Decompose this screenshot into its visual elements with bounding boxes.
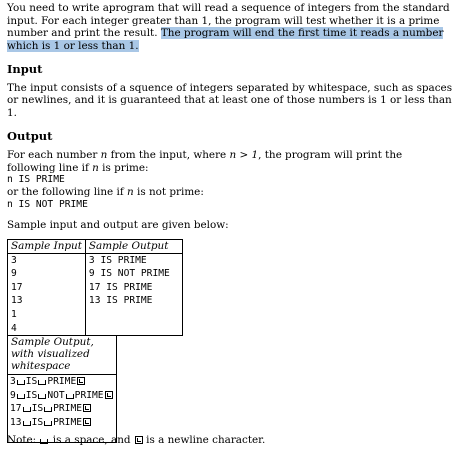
space-symbol-icon <box>17 380 25 385</box>
sample-input-cell <box>8 240 86 336</box>
output-heading: Output <box>7 128 53 143</box>
output-description: For each number n from the input, where n > 1, the program will print the following line if n is prime: <box>7 148 403 174</box>
problem-statement <box>7 2 453 443</box>
intro-paragraph <box>7 2 453 53</box>
legend-note: Note: is a space, and is a newline character. <box>7 434 266 446</box>
input-description: The input consists of a squence of integers separated by whitespace, such as spaces or newlines, and it is guaranteed that at least one of those numbers is 1 or less than 1. <box>7 81 453 120</box>
space-symbol-icon <box>23 407 31 412</box>
newline-symbol-icon <box>83 418 91 426</box>
newline-symbol-icon <box>135 436 143 444</box>
space-symbol-icon <box>40 439 48 444</box>
sample-input-header: Sample Input <box>8 240 85 254</box>
sample-input-line: 3 <box>11 254 17 266</box>
prime-format-line: n IS PRIME <box>7 174 65 186</box>
sample-input-line: 4 <box>11 322 17 334</box>
visualized-output-header: Sample Output, with visualized whitespace <box>8 336 116 375</box>
visualized-output-lines <box>8 375 116 429</box>
newline-symbol-icon <box>77 377 85 385</box>
sample-table <box>7 239 183 336</box>
newline-symbol-icon <box>83 404 91 412</box>
space-symbol-icon <box>44 421 52 426</box>
sample-input-lines <box>8 254 85 336</box>
intro-text: You need to write aprogram that will read a sequence of integers from the standard input. For each integer greater than 1, the program will test whether it is a prime number and print the result. <box>7 2 450 40</box>
sample-input-line: 1 <box>11 309 17 321</box>
space-symbol-icon <box>44 407 52 412</box>
space-symbol-icon <box>17 394 25 399</box>
samples-intro: Sample input and output are given below: <box>7 219 229 232</box>
or-description: or the following line if n is not prime: <box>7 185 204 198</box>
sample-input-line: 13 <box>11 295 23 307</box>
input-heading: Input <box>7 61 43 76</box>
sample-output-cell <box>85 240 182 336</box>
space-symbol-icon <box>38 394 46 399</box>
sample-output-header: Sample Output <box>86 240 182 254</box>
newline-symbol-icon <box>105 391 113 399</box>
sample-input-line: 9 <box>11 268 17 280</box>
space-symbol-icon <box>38 380 46 385</box>
visualized-line: 3 IS PRIME <box>10 375 114 389</box>
space-symbol-icon <box>23 421 31 426</box>
space-symbol-icon <box>66 394 74 399</box>
selected-text[interactable]: The program will end the first time it reads a number which is 1 or less than 1. <box>7 27 444 53</box>
not-prime-format-line: n IS NOT PRIME <box>7 198 88 210</box>
visualized-output-box <box>7 335 117 443</box>
sample-output-line: 17 IS PRIME <box>88 281 153 293</box>
sample-output-lines <box>86 254 182 308</box>
visualized-line: 17 IS PRIME <box>10 402 114 416</box>
sample-output-line: 13 IS PRIME <box>88 295 153 307</box>
visualized-line: 13 IS PRIME <box>10 416 114 430</box>
sample-input-line: 17 <box>11 281 23 293</box>
visualized-line: 9 IS NOT PRIME <box>10 389 114 403</box>
sample-output-line: 9 IS NOT PRIME <box>88 268 170 280</box>
sample-output-line: 3 IS PRIME <box>88 254 147 266</box>
